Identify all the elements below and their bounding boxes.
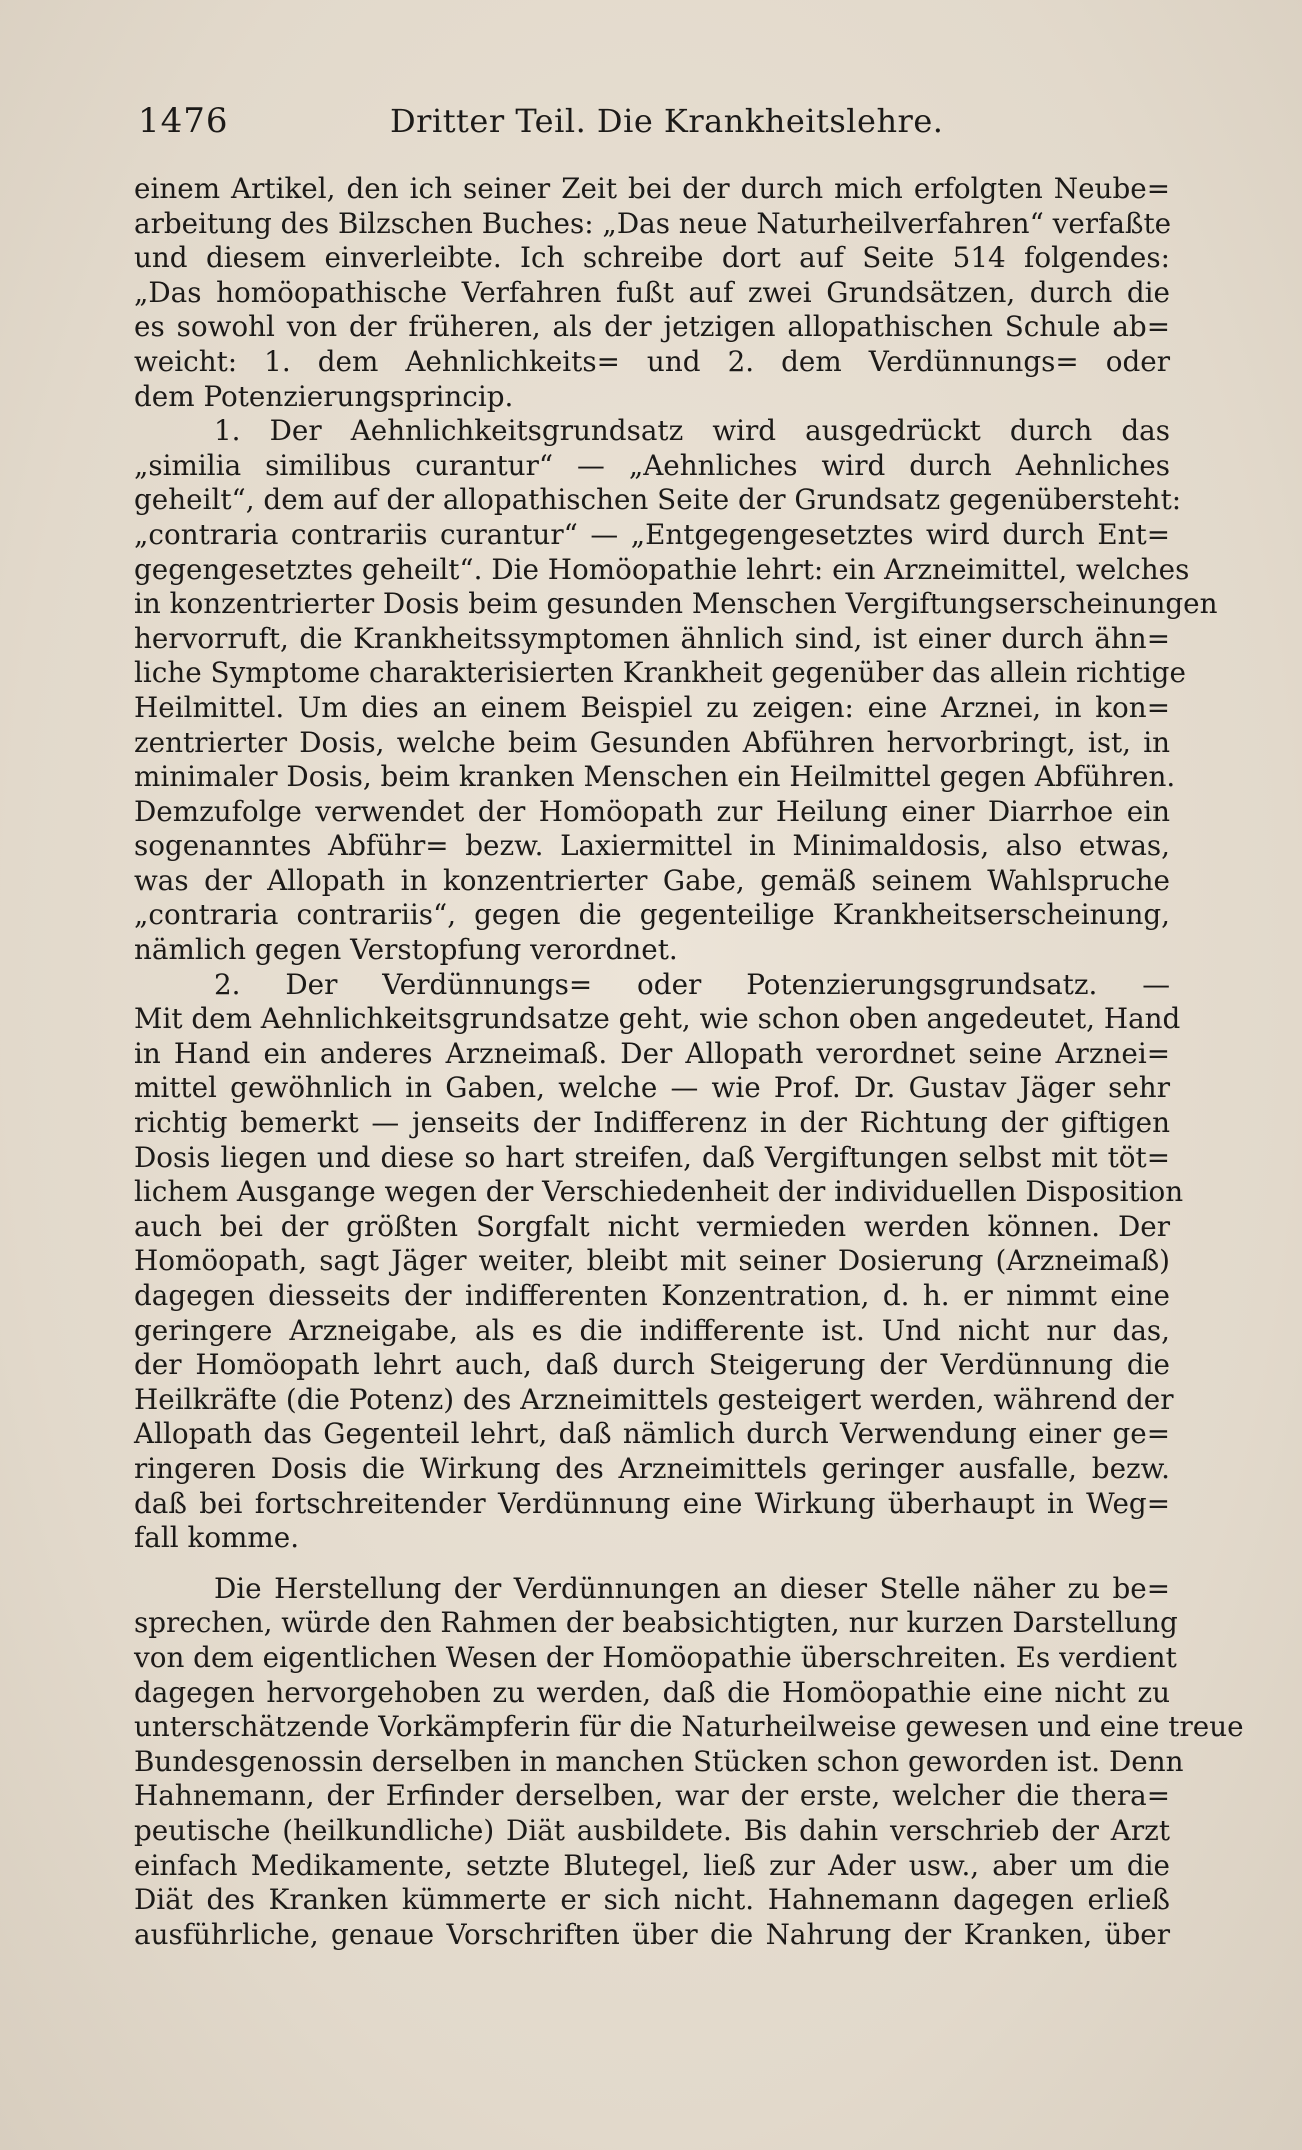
text-line: Dosis liegen und diese so hart streifen, daß Vergiftungen selbst mit töt= xyxy=(134,1140,1170,1174)
text-line: ausführliche, genaue Vorschriften über die Nahrung der Kranken, über xyxy=(134,1917,1170,1951)
text-line: zentrierter Dosis, welche beim Gesunden Abführen hervorbringt, ist, in xyxy=(134,725,1170,759)
text-line: minimaler Dosis, beim kranken Menschen ein Heilmittel gegen Abführen. xyxy=(134,760,1176,794)
text-line: 2. Der Verdünnungs= oder Potenzierungsgrundsatz. — xyxy=(214,967,1170,1001)
text-line: Demzufolge verwendet der Homöopath zur Heilung einer Diarrhoe ein xyxy=(134,794,1170,828)
text-line: lichem Ausgange wegen der Verschiedenheit der individuellen Disposition xyxy=(134,1175,1184,1209)
text-line: auch bei der größten Sorgfalt nicht vermieden werden können. Der xyxy=(134,1209,1170,1243)
page-number: 1476 xyxy=(138,101,229,141)
text-line: fall komme. xyxy=(134,1521,300,1555)
text-line: dagegen hervorgehoben zu werden, daß die Homöopathie eine nicht zu xyxy=(134,1675,1170,1709)
paragraph xyxy=(134,1571,1244,1953)
text-line: sogenanntes Abführ= bezw. Laxiermittel in Minimaldosis, also etwas, xyxy=(134,829,1170,863)
text-line: einem Artikel, den ich seiner Zeit bei der durch mich erfolgten Neube= xyxy=(134,172,1170,205)
text-line: weicht: 1. dem Aehnlichkeits= und 2. dem Verdünnungs= oder xyxy=(134,344,1170,378)
text-line: „contraria contrariis“, gegen die gegenteilige Krankheitserscheinung, xyxy=(134,898,1170,932)
text-line: Heilkräfte (die Potenz) des Arzneimittels gesteigert werden, während der xyxy=(134,1382,1174,1416)
text-line: Bundesgenossin derselben in manchen Stücken schon geworden ist. Denn xyxy=(134,1744,1184,1778)
text-line: unterschätzende Vorkämpferin für die Naturheilweise gewesen und eine treue xyxy=(134,1710,1244,1744)
text-line: Diät des Kranken kümmerte er sich nicht. Hahnemann dagegen erließ xyxy=(134,1883,1170,1917)
text-line: sprechen, würde den Rahmen der beabsichtigten, nur kurzen Darstellung xyxy=(134,1606,1178,1640)
text-line: in Hand ein anderes Arzneimaß. Der Allopath verordnet seine Arznei= xyxy=(134,1036,1170,1070)
paragraph xyxy=(134,414,1218,968)
text-line: liche Symptome charakterisierten Krankheit gegenüber das allein richtige xyxy=(134,656,1186,690)
text-line: geheilt“, dem auf der allopathischen Seite der Grundsatz gegenübersteht: xyxy=(134,483,1182,517)
body-text xyxy=(134,172,1244,1952)
text-line: hervorruft, die Krankheitssymptomen ähnlich sind, ist einer durch ähn= xyxy=(134,621,1170,655)
paragraph xyxy=(134,967,1184,1556)
text-line: dagegen diesseits der indifferenten Konzentration, d. h. er nimmt eine xyxy=(134,1279,1170,1312)
text-line: Die Herstellung der Verdünnungen an dieser Stelle näher zu be= xyxy=(214,1571,1170,1605)
text-line: Mit dem Aehnlichkeitsgrundsatze geht, wie schon oben angedeutet, Hand xyxy=(134,1002,1181,1036)
running-title: Dritter Teil. Die Krankheitslehre. xyxy=(390,102,944,140)
text-line: nämlich gegen Verstopfung verordnet. xyxy=(134,933,678,967)
text-line: arbeitung des Bilzschen Buches: „Das neue Naturheilverfahren“ verfaßte xyxy=(134,206,1172,240)
text-line: mittel gewöhnlich in Gaben, welche — wie Prof. Dr. Gustav Jäger sehr xyxy=(134,1071,1170,1105)
paragraph xyxy=(134,172,1170,414)
text-line: gegengesetztes geheilt“. Die Homöopathie lehrt: ein Arzneimittel, welches xyxy=(134,552,1190,586)
text-line: Heilmittel. Um dies an einem Beispiel zu zeigen: eine Arznei, in kon= xyxy=(134,690,1170,724)
text-line: richtig bemerkt — jenseits der Indifferenz in der Richtung der giftigen xyxy=(134,1106,1170,1140)
text-line: „similia similibus curantur“ — „Aehnliches wird durch Aehnliches xyxy=(134,448,1170,482)
text-line: ringeren Dosis die Wirkung des Arzneimittels geringer ausfalle, bezw. xyxy=(134,1451,1170,1485)
paragraph-gap xyxy=(134,1556,1170,1572)
text-line: und diesem einverleibte. Ich schreibe dort auf Seite 514 folgendes: xyxy=(134,241,1170,275)
text-line: „contraria contrariis curantur“ — „Entgegengesetztes wird durch Ent= xyxy=(134,517,1170,551)
text-line: einfach Medikamente, setzte Blutegel, ließ zur Ader usw., aber um die xyxy=(134,1848,1170,1882)
text-line: geringere Arzneigabe, als es die indifferente ist. Und nicht nur das, xyxy=(134,1313,1170,1347)
text-line: dem Potenzierungsprincip. xyxy=(134,379,514,413)
text-line: in konzentrierter Dosis beim gesunden Menschen Vergiftungserscheinungen xyxy=(134,587,1218,621)
text-line: 1. Der Aehnlichkeitsgrundsatz wird ausgedrückt durch das xyxy=(214,414,1170,448)
text-line: der Homöopath lehrt auch, daß durch Steigerung der Verdünnung die xyxy=(134,1348,1170,1382)
text-line: „Das homöopathische Verfahren fußt auf zwei Grundsätzen, durch die xyxy=(134,275,1170,309)
text-line: Allopath das Gegenteil lehrt, daß nämlich durch Verwendung einer ge= xyxy=(134,1417,1170,1451)
text-line: peutische (heilkundliche) Diät ausbildete. Bis dahin verschrieb der Arzt xyxy=(134,1813,1170,1847)
text-line: Homöopath, sagt Jäger weiter, bleibt mit seiner Dosierung (Arzneimaß) xyxy=(134,1244,1170,1278)
page-header xyxy=(138,96,1178,146)
text-line: von dem eigentlichen Wesen der Homöopathie überschreiten. Es verdient xyxy=(134,1640,1177,1674)
text-line: daß bei fortschreitender Verdünnung eine Wirkung überhaupt in Weg= xyxy=(134,1486,1170,1520)
text-line: was der Allopath in konzentrierter Gabe, gemäß seinem Wahlspruche xyxy=(134,863,1170,897)
text-line: es sowohl von der früheren, als der jetzigen allopathischen Schule ab= xyxy=(134,310,1170,344)
text-line: Hahnemann, der Erfinder derselben, war der erste, welcher die thera= xyxy=(134,1779,1170,1813)
